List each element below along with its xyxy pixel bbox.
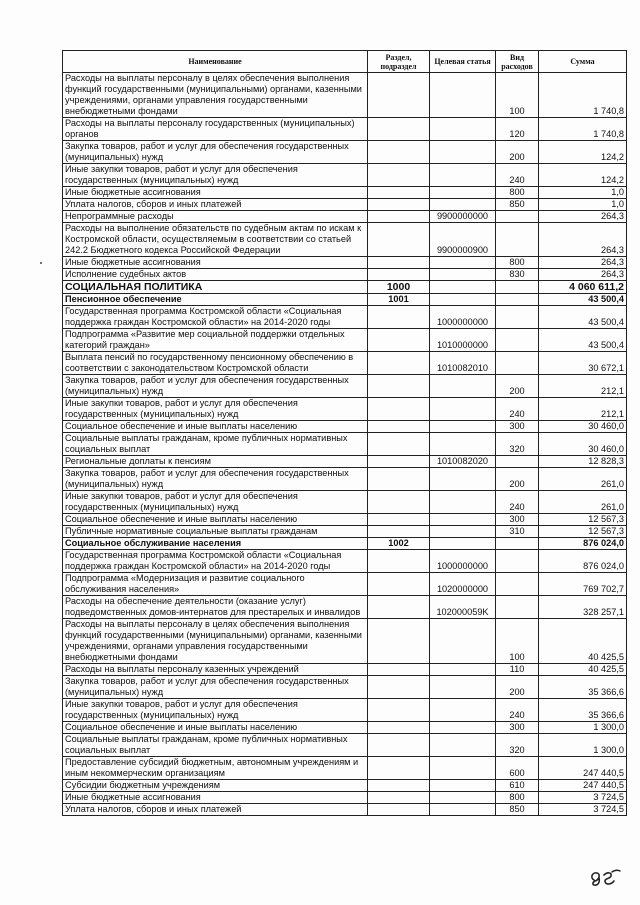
row-name-cell: Иные закупки товаров, работ и услуг для обеспечения государственных (муниципальных) нужд [63,164,368,187]
row-section-cell: 1002 [368,538,430,550]
row-expense-cell: 850 [496,199,539,211]
table-row [63,792,627,804]
header-expense: Вид расходов [496,51,539,73]
row-name-cell: Социальные выплаты гражданам, кроме публичных нормативных социальных выплат [63,734,368,757]
row-name-cell: Иные бюджетные ассигнования [63,792,368,804]
table-row [63,398,627,421]
row-name-cell: Расходы на выплаты персоналу казенных учреждений [63,664,368,676]
row-sum-cell: 43 500,4 [539,329,627,352]
row-section-cell [368,433,430,456]
row-name-cell: Публичные нормативные социальные выплаты гражданам [63,526,368,538]
table-row [63,780,627,792]
row-sum-cell: 247 440,5 [539,757,627,780]
row-target-cell: 1010000000 [430,329,496,352]
row-sum-cell: 1 740,8 [539,73,627,118]
row-section-cell [368,456,430,468]
row-section-cell [368,329,430,352]
table-row [63,550,627,573]
row-expense-cell: 300 [496,514,539,526]
row-expense-cell: 200 [496,375,539,398]
table-row [63,269,627,281]
row-name-cell: Уплата налогов, сборов и иных платежей [63,804,368,816]
row-expense-cell [496,456,539,468]
row-name-cell: СОЦИАЛЬНАЯ ПОЛИТИКА [63,281,368,294]
row-expense-cell: 610 [496,780,539,792]
row-name-cell: Иные закупки товаров, работ и услуг для обеспечения государственных (муниципальных) нужд [63,491,368,514]
row-name-cell: Расходы на выплаты персоналу государственных (муниципальных) органов [63,118,368,141]
row-section-cell [368,491,430,514]
table-row [63,141,627,164]
table-row [63,514,627,526]
row-target-cell [430,199,496,211]
table-row [63,199,627,211]
table-row [63,676,627,699]
row-expense-cell [496,211,539,223]
row-sum-cell: 3 724,5 [539,804,627,816]
row-target-cell: 9900000900 [430,223,496,257]
table-row [63,257,627,269]
table-row [63,352,627,375]
row-expense-cell: 100 [496,73,539,118]
row-sum-cell: 40 425,5 [539,664,627,676]
row-name-cell: Расходы на выплаты персоналу в целях обеспечения выполнения функций государственными (муниципальными) органами, казенными учреждениями, органами управления государственными внебюджетными фондами [63,619,368,664]
row-section-cell [368,619,430,664]
row-target-cell [430,187,496,199]
row-name-cell: Предоставление субсидий бюджетным, автономным учреждениям и иным некоммерческим организациям [63,757,368,780]
row-name-cell: Государственная программа Костромской области «Социальная поддержка граждан Костромской области» на 2014-2020 годы [63,550,368,573]
row-expense-cell: 240 [496,164,539,187]
row-section-cell [368,676,430,699]
row-section-cell [368,257,430,269]
row-target-cell [430,699,496,722]
row-expense-cell [496,573,539,596]
row-section-cell [368,211,430,223]
row-target-cell [430,257,496,269]
row-sum-cell: 1 300,0 [539,734,627,757]
row-section-cell: 1001 [368,294,430,306]
table-row [63,375,627,398]
row-target-cell [430,164,496,187]
table-row [63,538,627,550]
row-sum-cell: 124,2 [539,141,627,164]
row-name-cell: Подпрограмма «Модернизация и развитие социального обслуживания населения» [63,573,368,596]
table-row [63,118,627,141]
row-name-cell: Пенсионное обеспечение [63,294,368,306]
row-name-cell: Расходы на обеспечение деятельности (оказание услуг) подведомственных домов-интернатов для престарелых и инвалидов [63,596,368,619]
table-row [63,73,627,118]
row-section-cell [368,780,430,792]
table-row [63,281,627,294]
row-target-cell [430,269,496,281]
row-section-cell [368,722,430,734]
row-expense-cell [496,223,539,257]
row-target-cell: 1010082020 [430,456,496,468]
row-sum-cell: 124,2 [539,164,627,187]
row-sum-cell: 1,0 [539,187,627,199]
row-sum-cell: 212,1 [539,375,627,398]
row-target-cell [430,421,496,433]
table-row [63,164,627,187]
row-target-cell: 1000000000 [430,550,496,573]
row-name-cell: Закупка товаров, работ и услуг для обеспечения государственных (муниципальных) нужд [63,468,368,491]
row-name-cell: Выплата пенсий по государственному пенсионному обеспечению в соответствии с законодательством Костромской области [63,352,368,375]
handwritten-page-number [588,866,622,888]
row-expense-cell: 300 [496,421,539,433]
row-sum-cell: 40 425,5 [539,619,627,664]
row-sum-cell: 769 702,7 [539,573,627,596]
row-target-cell: 1010082010 [430,352,496,375]
row-name-cell: Подпрограмма «Развитие мер социальной поддержки отдельных категорий граждан» [63,329,368,352]
row-section-cell [368,526,430,538]
row-expense-cell [496,329,539,352]
row-name-cell: Социальные выплаты гражданам, кроме публичных нормативных социальных выплат [63,433,368,456]
row-section-cell [368,596,430,619]
scan-speck [40,262,42,264]
row-target-cell [430,664,496,676]
row-name-cell: Закупка товаров, работ и услуг для обеспечения государственных (муниципальных) нужд [63,141,368,164]
row-section-cell [368,468,430,491]
table-row [63,573,627,596]
table-header-row [63,51,627,73]
table-row [63,468,627,491]
row-sum-cell: 3 724,5 [539,792,627,804]
row-section-cell [368,804,430,816]
row-sum-cell: 876 024,0 [539,538,627,550]
row-target-cell [430,538,496,550]
table-row [63,699,627,722]
table-row [63,722,627,734]
row-sum-cell: 30 460,0 [539,421,627,433]
row-target-cell [430,734,496,757]
budget-table [62,50,627,816]
row-name-cell: Иные закупки товаров, работ и услуг для обеспечения государственных (муниципальных) нужд [63,699,368,722]
row-sum-cell: 328 257,1 [539,596,627,619]
row-name-cell: Иные бюджетные ассигнования [63,257,368,269]
row-name-cell: Закупка товаров, работ и услуг для обеспечения государственных (муниципальных) нужд [63,676,368,699]
row-section-cell [368,269,430,281]
table-row [63,456,627,468]
row-section-cell [368,118,430,141]
row-target-cell [430,73,496,118]
row-target-cell [430,118,496,141]
row-expense-cell: 240 [496,398,539,421]
row-sum-cell: 1,0 [539,199,627,211]
row-expense-cell [496,352,539,375]
table-row [63,491,627,514]
table-row [63,294,627,306]
table-row [63,804,627,816]
row-section-cell [368,141,430,164]
table-row [63,734,627,757]
row-expense-cell [496,306,539,329]
row-sum-cell: 30 460,0 [539,433,627,456]
table-row [63,329,627,352]
row-target-cell [430,757,496,780]
row-expense-cell: 830 [496,269,539,281]
row-target-cell [430,792,496,804]
row-sum-cell: 4 060 611,2 [539,281,627,294]
row-expense-cell: 200 [496,141,539,164]
row-section-cell [368,187,430,199]
row-sum-cell: 12 567,3 [539,514,627,526]
row-sum-cell: 43 500,4 [539,294,627,306]
row-section-cell [368,734,430,757]
row-expense-cell: 120 [496,118,539,141]
row-target-cell: 1000000000 [430,306,496,329]
row-expense-cell: 600 [496,757,539,780]
row-expense-cell [496,596,539,619]
row-target-cell [430,804,496,816]
row-name-cell: Иные закупки товаров, работ и услуг для обеспечения государственных (муниципальных) нужд [63,398,368,421]
row-expense-cell [496,550,539,573]
row-sum-cell: 12 828,3 [539,456,627,468]
row-target-cell [430,468,496,491]
row-target-cell [430,780,496,792]
table-row [63,596,627,619]
row-name-cell: Уплата налогов, сборов и иных платежей [63,199,368,211]
row-name-cell: Расходы на выплаты персоналу в целях обеспечения выполнения функций государственными (муниципальными) органами, казенными учреждениями, органами управления государственными внебюджетными фондами [63,73,368,118]
row-section-cell [368,199,430,211]
row-section-cell [368,73,430,118]
row-name-cell: Исполнение судебных актов [63,269,368,281]
table-row [63,187,627,199]
row-expense-cell: 110 [496,664,539,676]
row-expense-cell: 200 [496,468,539,491]
row-section-cell [368,573,430,596]
row-expense-cell: 320 [496,433,539,456]
row-section-cell [368,792,430,804]
row-expense-cell: 320 [496,734,539,757]
row-target-cell [430,375,496,398]
row-expense-cell [496,281,539,294]
row-sum-cell: 247 440,5 [539,780,627,792]
row-section-cell [368,223,430,257]
table-row [63,223,627,257]
row-name-cell: Иные бюджетные ассигнования [63,187,368,199]
row-expense-cell [496,294,539,306]
row-name-cell: Региональные доплаты к пенсиям [63,456,368,468]
row-section-cell [368,164,430,187]
row-target-cell [430,722,496,734]
row-section-cell [368,352,430,375]
row-sum-cell: 264,3 [539,257,627,269]
header-sum: Сумма [539,51,627,73]
row-sum-cell: 261,0 [539,468,627,491]
row-sum-cell: 35 366,6 [539,699,627,722]
table-row [63,664,627,676]
row-section-cell [368,699,430,722]
table-row [63,211,627,223]
row-section-cell: 1000 [368,281,430,294]
table-row [63,619,627,664]
row-target-cell [430,398,496,421]
row-name-cell: Субсидии бюджетным учреждениям [63,780,368,792]
row-name-cell: Социальное обеспечение и иные выплаты населению [63,514,368,526]
table-row [63,526,627,538]
table-row [63,433,627,456]
row-target-cell [430,433,496,456]
table-row [63,306,627,329]
row-target-cell [430,294,496,306]
row-section-cell [368,757,430,780]
row-expense-cell: 800 [496,257,539,269]
table-row [63,421,627,433]
row-expense-cell: 100 [496,619,539,664]
row-name-cell: Непрограммные расходы [63,211,368,223]
row-target-cell: 102000059K [430,596,496,619]
row-expense-cell: 800 [496,187,539,199]
row-sum-cell: 43 500,4 [539,306,627,329]
row-sum-cell: 12 567,3 [539,526,627,538]
row-expense-cell: 300 [496,722,539,734]
row-section-cell [368,421,430,433]
row-sum-cell: 264,3 [539,223,627,257]
row-name-cell: Расходы на выполнение обязательств по судебным актам по искам к Костромской области, осуществляемым в соответствии со статьей 242.2 Бюджетного кодекса Российской Федерации [63,223,368,257]
row-expense-cell: 240 [496,491,539,514]
row-section-cell [368,398,430,421]
row-section-cell [368,514,430,526]
row-sum-cell: 1 300,0 [539,722,627,734]
row-sum-cell: 30 672,1 [539,352,627,375]
row-expense-cell [496,538,539,550]
row-sum-cell: 35 366,6 [539,676,627,699]
row-expense-cell: 310 [496,526,539,538]
row-target-cell [430,619,496,664]
row-sum-cell: 876 024,0 [539,550,627,573]
table-row [63,757,627,780]
row-expense-cell: 850 [496,804,539,816]
row-section-cell [368,664,430,676]
row-sum-cell: 212,1 [539,398,627,421]
row-target-cell [430,491,496,514]
row-sum-cell: 1 740,8 [539,118,627,141]
row-name-cell: Социальное обслуживание населения [63,538,368,550]
row-target-cell [430,526,496,538]
row-target-cell: 1020000000 [430,573,496,596]
row-expense-cell: 200 [496,676,539,699]
row-target-cell [430,141,496,164]
row-section-cell [368,550,430,573]
header-name: Наименование [63,51,368,73]
header-target: Целевая статья [430,51,496,73]
row-sum-cell: 264,3 [539,269,627,281]
row-name-cell: Закупка товаров, работ и услуг для обеспечения государственных (муниципальных) нужд [63,375,368,398]
row-expense-cell: 240 [496,699,539,722]
row-name-cell: Социальное обеспечение и иные выплаты населению [63,722,368,734]
table-body [63,73,627,816]
row-sum-cell: 264,3 [539,211,627,223]
row-target-cell [430,676,496,699]
row-name-cell: Государственная программа Костромской области «Социальная поддержка граждан Костромской области» на 2014-2020 годы [63,306,368,329]
row-section-cell [368,375,430,398]
row-name-cell: Социальное обеспечение и иные выплаты населению [63,421,368,433]
row-target-cell [430,514,496,526]
row-expense-cell: 800 [496,792,539,804]
row-sum-cell: 261,0 [539,491,627,514]
row-section-cell [368,306,430,329]
row-target-cell: 9900000000 [430,211,496,223]
row-target-cell [430,281,496,294]
header-section: Раздел, подраздел [368,51,430,73]
